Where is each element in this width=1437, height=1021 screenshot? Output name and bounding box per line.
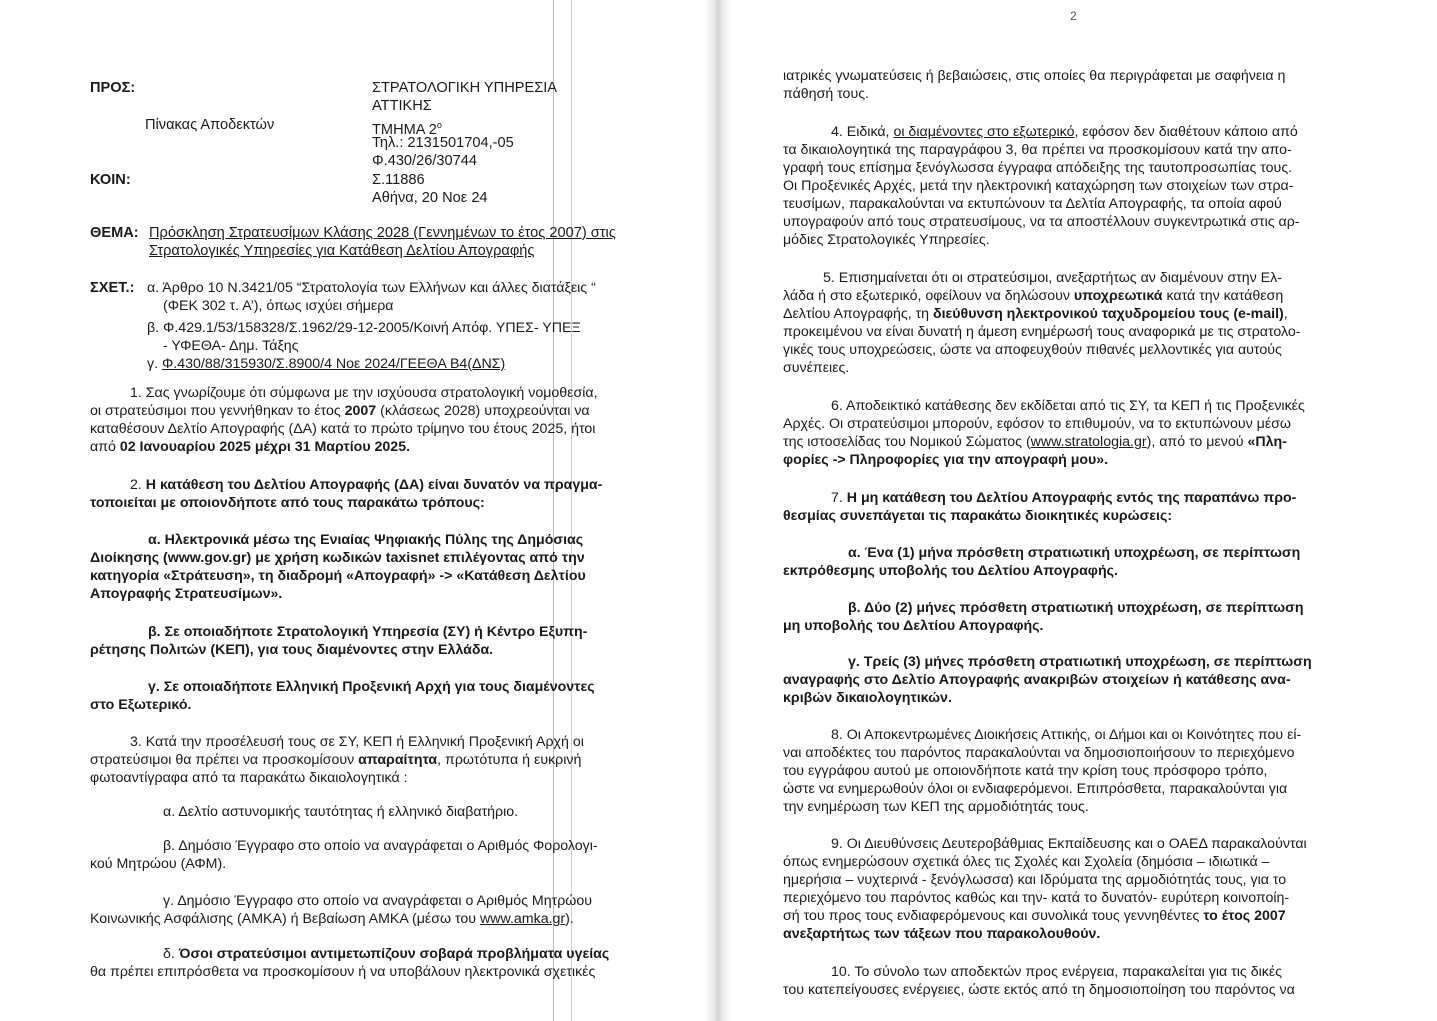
page-number: 2	[1070, 9, 1077, 23]
para-7-line: 7. Η μη κατάθεση του Δελτίου Απογραφής εντός της παραπάνω προ-	[831, 490, 1297, 506]
para-8-line: την ενημέρωση των ΚΕΠ της αρμοδιότητάς τους.	[783, 799, 1089, 815]
para-5-line: 5. Επισημαίνεται ότι οι στρατεύσιμοι, ανεξαρτήτως αν διαμένουν στην Ελ-	[823, 270, 1282, 286]
para-3a-line: α. Δελτίο αστυνομικής ταυτότητας ή ελληνικό διαβατήριο.	[163, 804, 519, 820]
sender-line: Τηλ.: 2131501704,-05	[372, 135, 514, 151]
para-2a-line: Διοίκησης (www.gov.gr) με χρήση κωδικών taxisnet επιλέγοντας από την	[90, 550, 585, 566]
para-2a-line: κατηγορία «Στράτευση», τη διαδρομή «Απογραφή» -> «Κατάθεση Δελτίου	[90, 568, 586, 584]
para-3g-line: Κοινωνικής Ασφάλισης (ΑΜΚΑ) ή Βεβαίωση ΑΜΚΑ (μέσω του www.amka.gr).	[90, 911, 574, 927]
para-8-line: του εγγράφου αυτού με οποιονδήποτε κατά την κρίση τους πρόσφορο τρόπο,	[783, 763, 1268, 779]
para-8-line: 8. Οι Αποκεντρωμένες Διοικήσεις Αττικής, οι Δήμοι και οι Κοινότητες που εί-	[831, 727, 1302, 743]
sender-line: Σ.11886	[372, 172, 425, 188]
para-7-line: θεσμίας συνεπάγεται τις παρακάτω διοικητικές κυρώσεις:	[783, 508, 1173, 524]
para-3b-line: β. Δημόσιο Έγγραφο στο οποίο να αναγράφεται ο Αριθμός Φορολογι-	[163, 838, 598, 854]
para-1-line: από 02 Ιανουαρίου 2025 μέχρι 31 Μαρτίου 2025.	[90, 439, 411, 455]
para-3g-line: γ. Δημόσιο Έγγραφο στο οποίο να αναγράφεται ο Αριθμός Μητρώου	[163, 893, 593, 909]
para-8-line: ώστε να ενημερωθούν όλοι οι ενδιαφερόμενοι. Επιπρόσθετα, παρακαλούνται για	[783, 781, 1288, 797]
para-9-line: σή του προς τους ενδιαφερόμενους και συνολικά τους γεννηθέντες το έτος 2007	[783, 908, 1286, 924]
right-page	[718, 0, 1437, 1021]
ref-line: - ΥΦΕΘΑ- Δημ. Τάξης	[163, 338, 299, 354]
para-3-line: στρατεύσιμοι θα πρέπει να προσκομίσουν απαραίτητα, πρωτότυπα ή ευκρινή	[90, 752, 582, 768]
to-recipients: Πίνακας Αποδεκτών	[145, 117, 275, 133]
para-9-line: όπως ενημερώσουν σχετικά όλες τις Σχολές και Σχολεία (δημόσια – ιδιωτικά –	[783, 854, 1270, 870]
para-4-line: τευσίμων, παρακαλούνται να εκτυπώνουν τα Δελτία Απογραφής, τα οποία αφού	[783, 196, 1282, 212]
sender-date: Αθήνα, 20 Νοε 24	[372, 190, 488, 206]
para-5-line: λάδα ή στο εξωτερικό, οφείλουν να δηλώσουν υποχρεωτικά κατά την κατάθεση	[783, 288, 1284, 304]
para-4-line: τα δικαιολογητικά της παραγράφου 3, θα πρέπει να προσκομίσουν κατά την απο-	[783, 142, 1292, 158]
para-10-line: 10. Το σύνολο των αποδεκτών προς ενέργεια, παρακαλείται για τις δικές	[831, 964, 1282, 980]
subject-line: Στρατολογικές Υπηρεσίες για Κατάθεση Δελτίου Απογραφής	[149, 243, 535, 259]
para-8-line: ναι αποδέκτες του παρόντος παρακαλούνται να δημοσιοποιήσουν το περιεχόμενο	[783, 745, 1295, 761]
para-3d-line: δ. Όσοι στρατεύσιμοι αντιμετωπίζουν σοβαρά προβλήματα υγείας	[163, 946, 610, 962]
para-3d-line: θα πρέπει επιπρόσθετα να προσκομίσουν ή να υποβάλουν ηλεκτρονικά σχετικές	[90, 964, 596, 980]
para-5-line: Δελτίου Απογραφής, τη διεύθυνση ηλεκτρονικού ταχυδρομείου τους (e-mail),	[783, 306, 1288, 322]
para-2b-line: β. Σε οποιαδήποτε Στρατολογική Υπηρεσία (ΣΥ) ή Κέντρο Εξυπη-	[148, 624, 588, 640]
para-9-line: περιεχόμενο του παρόντος καθώς και την- κατά το δυνατόν- ευρύτερη κοινοποίη-	[783, 890, 1290, 906]
para-1-line: καταθέσουν Δελτίο Απογραφής (ΔΑ) κατά το πρώτο τρίμηνο του έτους 2025, ήτοι	[90, 421, 596, 437]
para-2b-line: ρέτησης Πολιτών (ΚΕΠ), για τους διαμένοντες στην Ελλάδα.	[90, 642, 494, 658]
para-9-line: 9. Οι Διευθύνσεις Δευτεροβάθμιας Εκπαίδευσης και ο ΟΑΕΔ παρακαλούνται	[831, 836, 1307, 852]
sender-line: ΣΤΡΑΤΟΛΟΓΙΚΗ ΥΠΗΡΕΣΙΑ	[372, 80, 558, 96]
para-7b-line: β. Δύο (2) μήνες πρόσθετη στρατιωτική υποχρέωση, σε περίπτωση	[848, 600, 1304, 616]
cc-label: ΚΟΙΝ:	[90, 172, 131, 188]
para-2a-line: Απογραφής Στρατευσίμων».	[90, 586, 283, 602]
para-3b-line: κού Μητρώου (ΑΦΜ).	[90, 856, 227, 872]
para-3-line: 3. Κατά την προσέλευσή τους σε ΣΥ, ΚΕΠ ή Ελληνική Προξενική Αρχή οι	[130, 734, 584, 750]
para-5-line: συνέπειες.	[783, 360, 850, 376]
sender-line: ΤΜΗΜΑ $2^o$	[372, 120, 442, 138]
para-4-line: υπογραφούν από τους στρατευσίμους, να τα αποστέλλουν συγκεντρωτικά στις αρ-	[783, 214, 1300, 230]
para-7a-line: εκπρόθεσμης υποβολής του Δελτίου Απογραφής.	[783, 563, 1118, 579]
subject-line: Πρόσκληση Στρατευσίμων Κλάσης 2028 (Γεννημένων το έτος 2007) στις	[149, 225, 616, 241]
ref-label: ΣΧΕΤ.:	[90, 280, 135, 296]
para-6-line: 6. Αποδεικτικό κατάθεσης δεν εκδίδεται από τις ΣΥ, τα ΚΕΠ ή τις Προξενικές	[831, 398, 1305, 414]
para-4-line: γραφή τους επίσημα ξενόγλωσσα έγγραφα απόδειξης της ταυτοπροσωπίας τους.	[783, 160, 1293, 176]
para-7g-line: γ. Τρείς (3) μήνες πρόσθετη στρατιωτική υποχρέωση, σε περίπτωση	[848, 654, 1312, 670]
para-6-line: της ιστοσελίδας του Νομικού Σώματος (www.stratologia.gr), από το μενού «Πλη-	[783, 434, 1287, 450]
amka-link[interactable]: www.amka.gr	[480, 911, 566, 927]
para-2-line: 2. Η κατάθεση του Δελτίου Απογραφής (ΔΑ) είναι δυνατόν να πραγμα-	[130, 477, 603, 493]
ref-line: α. Άρθρο 10 Ν.3421/05 “Στρατολογία των Ελλήνων και άλλες διατάξεις “	[147, 280, 596, 296]
para-1-line: 1. Σας γνωρίζουμε ότι σύμφωνα με την ισχύουσα στρατολογική νομοθεσία,	[130, 385, 598, 401]
sender-line: ΑΤΤΙΚΗΣ	[372, 98, 432, 114]
stratologia-link[interactable]: www.stratologia.gr	[1030, 434, 1147, 450]
para-2g-line: γ. Σε οποιαδήποτε Ελληνική Προξενική Αρχή για τους διαμένοντες	[148, 679, 595, 695]
to-label: ΠΡΟΣ:	[90, 80, 136, 96]
ref-line: (ΦΕΚ 302 τ. Α’), όπως ισχύει σήμερα	[163, 298, 394, 314]
para-10-line: του κατεπείγουσες ενέργειες, ώστε εκτός από τη δημοσιοποίηση του παρόντος να	[783, 982, 1295, 998]
para-9-line: ανεξαρτήτως των τάξεων που παρακολουθούν.	[783, 926, 1101, 942]
para-5-line: προκειμένου να είναι δυνατή η άμεση ενημέρωσή τους αναφορικά με τις στρατολο-	[783, 324, 1301, 340]
left-page	[0, 0, 718, 1021]
cont-line: ιατρικές γνωματεύσεις ή βεβαιώσεις, στις οποίες θα περιγράφεται με σαφήνεια η	[783, 68, 1286, 84]
para-7g-line: κριβών δικαιολογητικών.	[783, 690, 952, 706]
para-5-line: γικές τους υποχρεώσεις, ώστε να αποφευχθούν πιθανές μελλοντικές για αυτούς	[783, 342, 1282, 358]
para-3-line: φωτοαντίγραφα από τα παρακάτω δικαιολογητικά :	[90, 770, 408, 786]
para-4-line: 4. Ειδικά, οι διαμένοντες στο εξωτερικό, εφόσον δεν διαθέτουν κάποιο από	[831, 124, 1298, 140]
para-7b-line: μη υποβολής του Δελτίου Απογραφής.	[783, 618, 1044, 634]
para-6-line: φορίες -> Πληροφορίες για την απογραφή μου».	[783, 452, 1109, 468]
para-2g-line: στο Εξωτερικό.	[90, 697, 192, 713]
sender-line: Φ.430/26/30744	[372, 153, 477, 169]
para-4-line: Οι Προξενικές Αρχές, μετά την ηλεκτρονική καταχώρηση των στοιχείων των στρα-	[783, 178, 1294, 194]
para-6-line: Αρχές. Οι στρατεύσιμοι μπορούν, εφόσον το επιθυμούν, να το εκτυπώνουν μέσω	[783, 416, 1291, 432]
para-2-line: τοποιείται με οποιονδήποτε από τους παρακάτω τρόπους:	[90, 495, 485, 511]
para-9-line: ημερήσια – νυχτερινά - ξενόγλωσσα) και Ιδρύματα της αρμοδιότητάς τους, για το	[783, 872, 1287, 888]
subject-label: ΘΕΜΑ:	[90, 225, 139, 241]
para-7a-line: α. Ένα (1) μήνα πρόσθετη στρατιωτική υποχρέωση, σε περίπτωση	[848, 545, 1301, 561]
ref-line: β. Φ.429.1/53/158328/Σ.1962/29-12-2005/Κοινή Απόφ. ΥΠΕΣ- ΥΠΕΞ	[147, 320, 581, 336]
para-4-line: μόδιες Στρατολογικές Υπηρεσίες.	[783, 232, 990, 248]
cont-line: πάθησή τους.	[783, 86, 869, 102]
para-7g-line: αναγραφής στο Δελτίο Απογραφής ανακριβών στοιχείων ή κατάθεσης ανα-	[783, 672, 1291, 688]
para-2a-line: α. Ηλεκτρονικά μέσω της Ενιαίας Ψηφιακής Πύλης της Δημόσιας	[148, 532, 584, 548]
para-1-line: οι στρατεύσιμοι που γεννήθηκαν το έτος 2007 (κλάσεως 2028) υποχρεούνται να	[90, 403, 590, 419]
ref-line: γ. Φ.430/88/315930/Σ.8900/4 Νοε 2024/ΓΕΕΘΑ Β4(ΔΝΣ)	[147, 356, 506, 372]
